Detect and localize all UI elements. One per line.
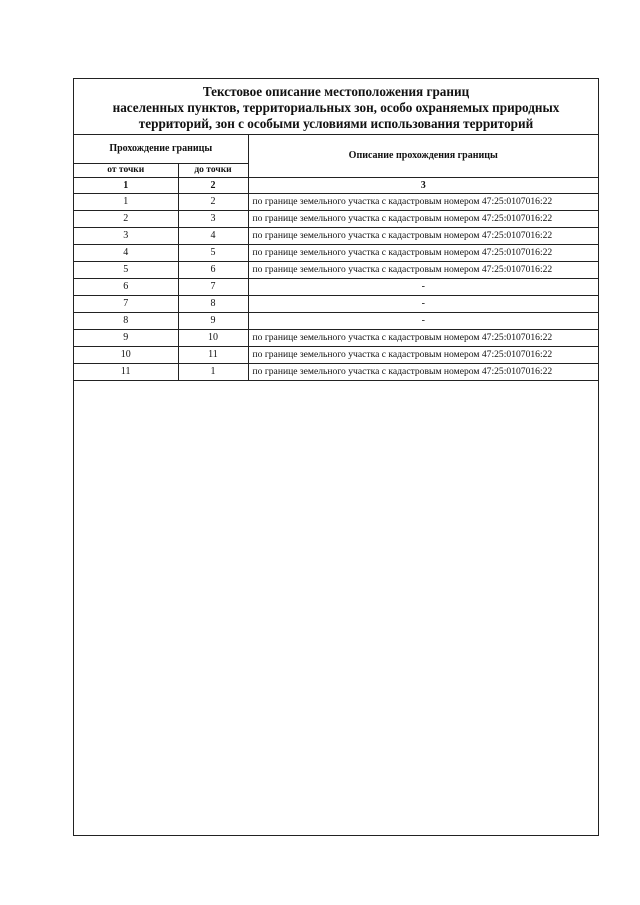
- column-number-1: 1: [74, 177, 178, 193]
- boundary-table: [74, 135, 598, 381]
- description-cell: по границе земельного участка с кадастровым номером 47:25:0107016:22: [248, 227, 598, 244]
- from-point-cell: 6: [74, 278, 178, 295]
- from-point-cell: 4: [74, 244, 178, 261]
- table-row: [74, 227, 598, 244]
- table-row: [74, 244, 598, 261]
- to-point-cell: 2: [178, 193, 248, 210]
- header-boundary-passage: Прохождение границы: [74, 135, 248, 163]
- header-description: Описание прохождения границы: [248, 135, 598, 177]
- from-point-cell: 8: [74, 312, 178, 329]
- header-from-point: от точки: [74, 163, 178, 177]
- table-row: [74, 329, 598, 346]
- from-point-cell: 10: [74, 346, 178, 363]
- description-cell: по границе земельного участка с кадастровым номером 47:25:0107016:22: [248, 346, 598, 363]
- table-row: [74, 210, 598, 227]
- table-row: [74, 363, 598, 380]
- from-point-cell: 7: [74, 295, 178, 312]
- description-cell: по границе земельного участка с кадастровым номером 47:25:0107016:22: [248, 210, 598, 227]
- to-point-cell: 9: [178, 312, 248, 329]
- to-point-cell: 8: [178, 295, 248, 312]
- to-point-cell: 5: [178, 244, 248, 261]
- to-point-cell: 11: [178, 346, 248, 363]
- from-point-cell: 3: [74, 227, 178, 244]
- title-line-3: территорий, зон с особыми условиями использования территорий: [138, 116, 534, 131]
- description-cell: -: [248, 312, 598, 329]
- title-line-2: населенных пунктов, территориальных зон, особо охраняемых природных: [112, 100, 560, 115]
- from-point-cell: 1: [74, 193, 178, 210]
- table-row: [74, 295, 598, 312]
- table-row: [74, 193, 598, 210]
- to-point-cell: 6: [178, 261, 248, 278]
- to-point-cell: 4: [178, 227, 248, 244]
- description-cell: по границе земельного участка с кадастровым номером 47:25:0107016:22: [248, 329, 598, 346]
- description-cell: -: [248, 295, 598, 312]
- from-point-cell: 11: [74, 363, 178, 380]
- table-row: [74, 261, 598, 278]
- document-frame: [73, 78, 599, 836]
- description-cell: по границе земельного участка с кадастровым номером 47:25:0107016:22: [248, 244, 598, 261]
- description-cell: по границе земельного участка с кадастровым номером 47:25:0107016:22: [248, 193, 598, 210]
- table-row: [74, 312, 598, 329]
- column-number-3: 3: [248, 177, 598, 193]
- description-cell: -: [248, 278, 598, 295]
- to-point-cell: 7: [178, 278, 248, 295]
- from-point-cell: 5: [74, 261, 178, 278]
- from-point-cell: 2: [74, 210, 178, 227]
- column-number-2: 2: [178, 177, 248, 193]
- document-title: [74, 79, 598, 135]
- title-line-1: Текстовое описание местоположения границ: [202, 84, 470, 99]
- to-point-cell: 1: [178, 363, 248, 380]
- to-point-cell: 10: [178, 329, 248, 346]
- header-to-point: до точки: [178, 163, 248, 177]
- description-cell: по границе земельного участка с кадастровым номером 47:25:0107016:22: [248, 363, 598, 380]
- to-point-cell: 3: [178, 210, 248, 227]
- from-point-cell: 9: [74, 329, 178, 346]
- table-row: [74, 346, 598, 363]
- description-cell: по границе земельного участка с кадастровым номером 47:25:0107016:22: [248, 261, 598, 278]
- table-row: [74, 278, 598, 295]
